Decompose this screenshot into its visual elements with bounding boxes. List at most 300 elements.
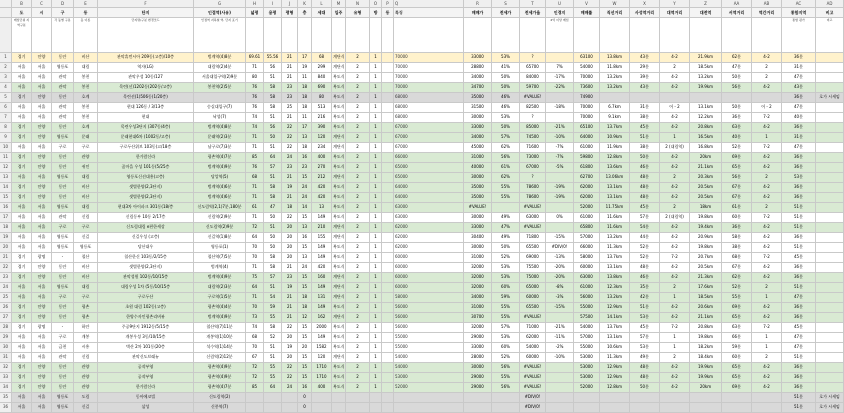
description-col-units[interactable] xyxy=(312,18,332,53)
row-3-col-time-b[interactable]: 2 xyxy=(752,73,782,83)
row-34-col-complex[interactable]: 한가람신라 xyxy=(98,383,194,393)
row-21-col-rooms[interactable]: 1 xyxy=(370,253,382,263)
row-34-col-baths[interactable] xyxy=(382,383,394,393)
row-10-col-complex[interactable]: 구로두산위브 103동(고/18층 xyxy=(98,143,194,153)
row-15-col-si[interactable]: 안양 xyxy=(32,193,52,203)
row-27-col-do[interactable]: 경기 xyxy=(12,313,32,323)
row-33-col-dong[interactable]: 관양 xyxy=(74,373,98,383)
row-29-col-area-supply[interactable]: 68 xyxy=(246,333,264,343)
row-36-col-area-supply[interactable] xyxy=(246,403,264,413)
row-11-col-units[interactable]: 400 xyxy=(312,153,332,163)
row-31-col-jeonse-price[interactable]: 52% xyxy=(492,353,520,363)
row-7-col-pyeong[interactable]: 21 xyxy=(282,113,298,123)
row-34-col-distance[interactable]: 12.8km xyxy=(600,383,630,393)
row-16-col-jeonse-price[interactable] xyxy=(492,203,520,213)
row-3-col-dist-a[interactable]: 39분 xyxy=(630,73,660,83)
row-17-col-station[interactable]: 신림역(2)9분 xyxy=(194,213,246,223)
row-8-col-note[interactable] xyxy=(816,123,844,133)
row-18-col-jeonse-price[interactable]: 47% xyxy=(492,223,520,233)
row-26-col-features[interactable]: 56000 xyxy=(394,303,464,313)
row-5-col-pyeong[interactable]: 23 xyxy=(282,93,298,103)
row-27-col-year[interactable]: 계단식 xyxy=(332,313,346,323)
row-36-col-line-a[interactable] xyxy=(690,403,722,413)
row-36-col-change[interactable] xyxy=(574,403,600,413)
description-col-gu[interactable]: 각 동별 구분 xyxy=(52,18,74,53)
row-32-col-sale-price[interactable]: 30000 xyxy=(464,363,492,373)
row-19-col-total[interactable]: 36분 xyxy=(782,233,816,243)
row-29-col-gu[interactable]: 구로 xyxy=(52,333,74,343)
row-17-col-floor[interactable]: 15 xyxy=(298,213,312,223)
row-8-col-area-supply[interactable]: 74 xyxy=(246,123,264,133)
description-row-number[interactable] xyxy=(0,18,12,53)
row-21-col-pyeong[interactable]: 20 xyxy=(282,253,298,263)
row-5-col-units[interactable]: 80 xyxy=(312,93,332,103)
row-17-col-dist-b[interactable]: 60분 xyxy=(722,213,752,223)
row-6-col-line-a[interactable]: 13.1km xyxy=(690,103,722,113)
row-13-col-rooms[interactable]: 1 xyxy=(370,173,382,183)
row-26-col-time-a[interactable]: 4-2 xyxy=(660,303,690,313)
header-row-number[interactable] xyxy=(0,8,12,18)
row-18-col-change[interactable]: 65800 xyxy=(574,223,600,233)
row-35-col-area-exclusive[interactable] xyxy=(264,393,282,403)
row-29-col-change[interactable]: 57000 xyxy=(574,333,600,343)
description-col-sale-price[interactable] xyxy=(464,18,492,53)
row-23-col-year[interactable]: 계단식 xyxy=(332,273,346,283)
row-22-col-type[interactable]: 2 xyxy=(346,263,370,273)
row-35-col-year[interactable] xyxy=(332,393,346,403)
row-28-col-baths[interactable] xyxy=(382,323,394,333)
row-33-col-sale-price[interactable]: 29000 xyxy=(464,373,492,383)
header-col-area-exclusive[interactable]: 용평 xyxy=(264,8,282,18)
row-33-col-time-b[interactable]: 4-2 xyxy=(752,373,782,383)
row-6-col-units[interactable]: 513 xyxy=(312,103,332,113)
row-1-col-distance[interactable]: 13.8km xyxy=(600,53,630,63)
description-col-rooms[interactable] xyxy=(370,18,382,53)
row-3-col-total[interactable]: 47분 xyxy=(782,73,816,83)
row-24-col-time-a[interactable]: 2 xyxy=(660,283,690,293)
row-7-col-reference[interactable] xyxy=(546,113,574,123)
row-10-col-dist-a[interactable]: 38분 xyxy=(630,143,660,153)
row-22-col-gu[interactable]: 동안 xyxy=(52,263,74,273)
row-26-col-time-b[interactable]: 4-2 xyxy=(752,303,782,313)
row-13-col-features[interactable]: 65000 xyxy=(394,173,464,183)
row-28-col-do[interactable]: 경기 xyxy=(12,323,32,333)
row-36-col-distance[interactable] xyxy=(600,403,630,413)
row-10-col-jeonse-price[interactable]: 62% xyxy=(492,143,520,153)
row-20-col-baths[interactable] xyxy=(382,243,394,253)
row-28-col-dist-a[interactable]: 45분 xyxy=(630,323,660,333)
row-21-col-line-a[interactable]: 20.7km xyxy=(690,253,722,263)
row-4-col-dist-b[interactable]: 56분 xyxy=(722,83,752,93)
description-col-baths[interactable] xyxy=(382,18,394,53)
row-20-col-pyeong[interactable]: 20 xyxy=(282,243,298,253)
row-30-col-note[interactable] xyxy=(816,343,844,353)
row-10-col-reference[interactable]: -7% xyxy=(546,143,574,153)
header-col-year[interactable]: 입주 xyxy=(332,8,346,18)
row-30-col-type[interactable]: 2 xyxy=(346,343,370,353)
row-26-col-station[interactable]: 평촌역(4)4분 xyxy=(194,303,246,313)
row-21-col-dong[interactable]: 철산 xyxy=(74,253,98,263)
row-28-col-dong[interactable]: 하안 xyxy=(74,323,98,333)
row-4-col-year[interactable]: 복도식 xyxy=(332,83,346,93)
row-7-col-note[interactable] xyxy=(816,113,844,123)
row-15-col-features[interactable]: 64000 xyxy=(394,193,464,203)
header-col-reference[interactable]: 인경지 xyxy=(546,8,574,18)
row-17-col-year[interactable]: 복도식 xyxy=(332,213,346,223)
row-34-col-reference[interactable] xyxy=(546,383,574,393)
row-21-col-change[interactable]: 58000 xyxy=(574,253,600,263)
row-26-col-do[interactable]: 경기 xyxy=(12,303,32,313)
row-36-col-dong[interactable]: 신길 xyxy=(74,403,98,413)
row-7-col-dong[interactable]: 봉천 xyxy=(74,113,98,123)
row-1-col-reference[interactable] xyxy=(546,53,574,63)
row-24-col-dong[interactable]: 대림 xyxy=(74,283,98,293)
row-15-col-do[interactable]: 경기 xyxy=(12,193,32,203)
row-26-col-type[interactable]: 2 xyxy=(346,303,370,313)
row-29-col-sale-price[interactable]: 29000 xyxy=(464,333,492,343)
column-letter-col-floor[interactable]: K xyxy=(298,0,312,8)
row-1-col-total[interactable]: 36분 xyxy=(782,53,816,63)
row-21-col-time-a[interactable]: 7-2 xyxy=(660,253,690,263)
row-34-col-si[interactable]: 안양 xyxy=(32,383,52,393)
row-9-col-pyeong[interactable]: 22 xyxy=(282,133,298,143)
row-32-col-features[interactable]: 54000 xyxy=(394,363,464,373)
row-27-col-type[interactable]: 2 xyxy=(346,313,370,323)
row-28-col-distance[interactable]: 13.7km xyxy=(600,323,630,333)
row-19-col-type[interactable]: 2 xyxy=(346,233,370,243)
row-9-col-rooms[interactable]: 1 xyxy=(370,133,382,143)
row-12-col-time-a[interactable]: 4-2 xyxy=(660,163,690,173)
row-11-col-time-a[interactable]: 4-2 xyxy=(660,153,690,163)
row-6-col-year[interactable]: 복도식 xyxy=(332,103,346,113)
row-7-row-number[interactable]: 7 xyxy=(0,113,12,123)
row-29-col-baths[interactable] xyxy=(382,333,394,343)
row-22-col-baths[interactable] xyxy=(382,263,394,273)
row-4-col-area-supply[interactable]: 76 xyxy=(246,83,264,93)
row-17-col-dong[interactable]: 신림 xyxy=(74,213,98,223)
row-18-col-gu[interactable]: 구로 xyxy=(52,223,74,233)
row-8-col-units[interactable]: 390 xyxy=(312,123,332,133)
row-8-col-complex[interactable]: 목련우성3단지 (307동/4층) xyxy=(98,123,194,133)
row-6-col-change[interactable]: 70000 xyxy=(574,103,600,113)
row-21-col-reference[interactable]: -13% xyxy=(546,253,574,263)
row-14-col-floor[interactable]: 24 xyxy=(298,183,312,193)
row-2-col-time-a[interactable]: 2 xyxy=(660,63,690,73)
header-col-dist-a[interactable]: 사성역거리 xyxy=(630,8,660,18)
row-7-col-sale-price[interactable]: 30000 xyxy=(464,113,492,123)
row-11-col-dist-b[interactable]: 69분 xyxy=(722,153,752,163)
row-24-col-features[interactable]: 60000 xyxy=(394,283,464,293)
row-27-col-baths[interactable] xyxy=(382,313,394,323)
row-28-col-units[interactable]: 2000 xyxy=(312,323,332,333)
row-36-col-features[interactable] xyxy=(394,403,464,413)
row-10-row-number[interactable]: 10 xyxy=(0,143,12,153)
row-17-col-line-a[interactable]: 19.8km xyxy=(690,213,722,223)
row-9-col-note[interactable] xyxy=(816,133,844,143)
header-col-dist-b[interactable]: 서역거리 xyxy=(722,8,752,18)
row-29-col-distance[interactable]: 13.1km xyxy=(600,333,630,343)
row-30-col-jeonse-price[interactable]: 60% xyxy=(492,343,520,353)
row-31-col-complex[interactable]: 관악신도브래뉴 xyxy=(98,353,194,363)
description-col-type[interactable] xyxy=(346,18,370,53)
row-18-col-area-exclusive[interactable]: 51 xyxy=(264,223,282,233)
row-10-col-rooms[interactable]: 1 xyxy=(370,143,382,153)
row-10-col-station[interactable]: 남구로(7)3분 xyxy=(194,143,246,153)
row-29-col-complex[interactable]: 개봉우성 3동/10/15층 xyxy=(98,333,194,343)
row-26-col-sale-price[interactable]: 31000 xyxy=(464,303,492,313)
row-26-col-dist-b[interactable]: 69분 xyxy=(722,303,752,313)
row-13-col-area-exclusive[interactable]: 51 xyxy=(264,173,282,183)
row-2-col-total[interactable]: 31분 xyxy=(782,63,816,73)
row-15-col-station[interactable]: 범계역(4)6분 xyxy=(194,193,246,203)
row-3-col-dong[interactable]: 봉천 xyxy=(74,73,98,83)
row-29-col-floor[interactable]: 15 xyxy=(298,333,312,343)
row-25-col-change[interactable]: 56000 xyxy=(574,293,600,303)
description-col-dong[interactable]: 동 이름 xyxy=(74,18,98,53)
row-5-col-do[interactable]: 경기 xyxy=(12,93,32,103)
row-14-col-line-a[interactable]: 20.5km xyxy=(690,183,722,193)
row-32-col-pyeong[interactable]: 22 xyxy=(282,363,298,373)
row-34-col-time-b[interactable]: 4-2 xyxy=(752,383,782,393)
row-17-col-do[interactable]: 서울 xyxy=(12,213,32,223)
row-29-col-line-a[interactable]: 19.8km xyxy=(690,333,722,343)
row-26-col-dong[interactable]: 평촌 xyxy=(74,303,98,313)
row-21-col-jeonse-ratio[interactable]: 69000 xyxy=(520,253,546,263)
row-28-col-time-b[interactable]: 7-2 xyxy=(752,323,782,333)
row-27-col-features[interactable]: 56000 xyxy=(394,313,464,323)
header-col-area-supply[interactable]: 넓평 xyxy=(246,8,264,18)
row-29-col-units[interactable]: 149 xyxy=(312,333,332,343)
row-22-col-dist-a[interactable]: 48분 xyxy=(630,263,660,273)
row-7-col-gu[interactable]: 관악 xyxy=(52,113,74,123)
row-2-col-units[interactable]: 299 xyxy=(312,63,332,73)
row-3-col-do[interactable]: 서울 xyxy=(12,73,32,83)
row-16-col-reference[interactable] xyxy=(546,203,574,213)
row-16-col-dong[interactable]: 대림 xyxy=(74,203,98,213)
row-1-col-dist-b[interactable]: 62분 xyxy=(722,53,752,63)
row-32-col-jeonse-price[interactable]: 56% xyxy=(492,363,520,373)
row-31-col-dist-a[interactable]: 49분 xyxy=(630,353,660,363)
row-15-col-year[interactable]: 복도식 xyxy=(332,193,346,203)
row-10-col-features[interactable]: 67000 xyxy=(394,143,464,153)
row-12-col-dong[interactable]: 귀인 xyxy=(74,163,98,173)
row-17-col-jeonse-price[interactable]: 49% xyxy=(492,213,520,223)
row-19-col-units[interactable]: 155 xyxy=(312,233,332,243)
row-12-col-year[interactable]: 복도식 xyxy=(332,163,346,173)
row-2-col-si[interactable]: 서울 xyxy=(32,63,52,73)
row-30-col-area-exclusive[interactable]: 51 xyxy=(264,343,282,353)
row-17-col-jeonse-ratio[interactable]: 63000 xyxy=(520,213,546,223)
row-5-col-change[interactable]: 74900 xyxy=(574,93,600,103)
row-22-col-sale-price[interactable]: 32000 xyxy=(464,263,492,273)
row-2-col-reference[interactable]: 7% xyxy=(546,63,574,73)
row-20-col-features[interactable]: 62000 xyxy=(394,243,464,253)
row-14-col-rooms[interactable]: 1 xyxy=(370,183,382,193)
row-6-col-features[interactable]: 68000 xyxy=(394,103,464,113)
row-2-col-rooms[interactable]: 1 xyxy=(370,63,382,73)
row-33-col-reference[interactable] xyxy=(546,373,574,383)
row-4-col-dong[interactable]: 봉천 xyxy=(74,83,98,93)
row-14-col-complex[interactable]: 샛별한양(2,3단지) xyxy=(98,183,194,193)
row-26-col-change[interactable]: 55000 xyxy=(574,303,600,313)
row-3-col-features[interactable]: 70000 xyxy=(394,73,464,83)
row-21-col-area-exclusive[interactable]: 58 xyxy=(264,253,282,263)
row-7-col-jeonse-ratio[interactable]: ? xyxy=(520,113,546,123)
row-28-col-total[interactable]: 45분 xyxy=(782,323,816,333)
row-33-col-total[interactable]: 36분 xyxy=(782,373,816,383)
row-9-col-jeonse-price[interactable]: 57% xyxy=(492,133,520,143)
row-29-col-features[interactable]: 55000 xyxy=(394,333,464,343)
row-1-col-gu[interactable]: 동안 xyxy=(52,53,74,63)
row-19-col-gu[interactable]: 영등포 xyxy=(52,233,74,243)
row-7-col-rooms[interactable]: 1 xyxy=(370,113,382,123)
row-4-col-total[interactable]: 43분 xyxy=(782,83,816,93)
row-16-col-change[interactable]: 52000 xyxy=(574,203,600,213)
row-36-col-baths[interactable] xyxy=(382,403,394,413)
row-20-col-jeonse-price[interactable]: 50% xyxy=(492,243,520,253)
row-23-col-dist-a[interactable]: 46분 xyxy=(630,273,660,283)
row-19-col-line-a[interactable]: 20.9km xyxy=(690,233,722,243)
row-36-col-jeonse-ratio[interactable]: #DIV/0! xyxy=(520,403,546,413)
row-33-col-rooms[interactable]: 1 xyxy=(370,373,382,383)
row-25-col-dist-a[interactable]: 42분 xyxy=(630,293,660,303)
row-33-col-jeonse-price[interactable]: 55% xyxy=(492,373,520,383)
row-11-col-jeonse-price[interactable]: 56% xyxy=(492,153,520,163)
header-col-distance[interactable]: 직선거리 xyxy=(600,8,630,18)
row-28-col-year[interactable]: 복도식 xyxy=(332,323,346,333)
row-31-col-gu[interactable]: 관악 xyxy=(52,353,74,363)
row-24-col-baths[interactable] xyxy=(382,283,394,293)
row-14-col-distance[interactable]: 13.1km xyxy=(600,183,630,193)
row-7-col-dist-a[interactable]: 38분 xyxy=(630,113,660,123)
row-29-col-note[interactable] xyxy=(816,333,844,343)
row-16-col-rooms[interactable]: 1 xyxy=(370,203,382,213)
row-18-col-reference[interactable] xyxy=(546,223,574,233)
description-col-line-a[interactable] xyxy=(690,18,722,53)
row-20-col-area-supply[interactable]: 70 xyxy=(246,243,264,253)
row-15-col-time-a[interactable]: 4-2 xyxy=(660,193,690,203)
header-col-type[interactable]: 유형 xyxy=(346,8,370,18)
row-31-col-year[interactable]: 계단식 xyxy=(332,353,346,363)
row-34-col-dist-b[interactable]: 69분 xyxy=(722,383,752,393)
row-36-col-dist-a[interactable] xyxy=(630,403,660,413)
description-col-dist-a[interactable] xyxy=(630,18,660,53)
row-23-col-pyeong[interactable]: 23 xyxy=(282,273,298,283)
row-10-col-dong[interactable]: 구로 xyxy=(74,143,98,153)
row-3-col-note[interactable] xyxy=(816,73,844,83)
row-8-col-year[interactable]: 복도식 xyxy=(332,123,346,133)
row-33-col-area-exclusive[interactable]: 55 xyxy=(264,373,282,383)
row-5-col-line-a[interactable] xyxy=(690,93,722,103)
column-letter-col-reference[interactable]: U xyxy=(546,0,574,8)
row-26-col-dist-a[interactable]: 51분 xyxy=(630,303,660,313)
row-5-col-jeonse-price[interactable]: 46% xyxy=(492,93,520,103)
row-13-col-note[interactable] xyxy=(816,173,844,183)
row-11-col-features[interactable]: 66000 xyxy=(394,153,464,163)
header-col-pyeong[interactable]: 평형 xyxy=(282,8,298,18)
row-22-col-reference[interactable]: -20% xyxy=(546,263,574,273)
row-35-col-total[interactable]: 51분 xyxy=(782,393,816,403)
row-1-col-do[interactable]: 경기 xyxy=(12,53,32,63)
row-18-col-pyeong[interactable]: 20 xyxy=(282,223,298,233)
row-35-col-time-a[interactable] xyxy=(660,393,690,403)
row-20-col-gu[interactable]: 영등포 xyxy=(52,243,74,253)
row-15-col-reference[interactable]: -19% xyxy=(546,193,574,203)
row-14-col-dong[interactable]: 비산 xyxy=(74,183,98,193)
row-7-col-jeonse-price[interactable]: 53% xyxy=(492,113,520,123)
row-20-col-distance[interactable]: 11.3km xyxy=(600,243,630,253)
row-30-col-line-a[interactable]: 18.2km xyxy=(690,343,722,353)
row-17-col-sale-price[interactable]: 30000 xyxy=(464,213,492,223)
row-9-col-gu[interactable]: 영등포 xyxy=(52,133,74,143)
row-3-col-gu[interactable]: 관악 xyxy=(52,73,74,83)
row-13-col-area-supply[interactable]: 68 xyxy=(246,173,264,183)
row-11-col-dist-a[interactable]: 50분 xyxy=(630,153,660,163)
row-17-col-dist-a[interactable]: 57분 xyxy=(630,213,660,223)
row-28-col-pyeong[interactable]: 22 xyxy=(282,323,298,333)
row-33-col-baths[interactable] xyxy=(382,373,394,383)
row-4-col-type[interactable]: 2 xyxy=(346,83,370,93)
row-3-col-type[interactable]: 2 xyxy=(346,73,370,83)
row-11-col-station[interactable]: 평촌역(4)7분 xyxy=(194,153,246,163)
row-3-col-reference[interactable]: -17% xyxy=(546,73,574,83)
row-11-col-do[interactable]: 경기 xyxy=(12,153,32,163)
row-29-col-si[interactable]: 서울 xyxy=(32,333,52,343)
row-2-col-area-supply[interactable]: 71 xyxy=(246,63,264,73)
row-28-col-area-supply[interactable]: 74 xyxy=(246,323,264,333)
row-32-col-area-exclusive[interactable]: 55 xyxy=(264,363,282,373)
row-23-col-area-supply[interactable]: 75 xyxy=(246,273,264,283)
row-27-col-floor[interactable]: 12 xyxy=(298,313,312,323)
row-1-col-time-a[interactable]: 4-2 xyxy=(660,53,690,63)
row-16-col-area-supply[interactable]: 61 xyxy=(246,203,264,213)
row-18-col-year[interactable]: 계단식 xyxy=(332,223,346,233)
row-4-col-area-exclusive[interactable]: 58 xyxy=(264,83,282,93)
row-4-col-reference[interactable]: -22% xyxy=(546,83,574,93)
row-6-col-jeonse-price[interactable]: 46% xyxy=(492,103,520,113)
row-15-col-floor[interactable]: 24 xyxy=(298,193,312,203)
row-26-col-baths[interactable] xyxy=(382,303,394,313)
row-31-col-dist-b[interactable]: 60분 xyxy=(722,353,752,363)
row-2-col-change[interactable]: 54000 xyxy=(574,63,600,73)
row-16-col-time-a[interactable]: 2 xyxy=(660,203,690,213)
row-35-col-pyeong[interactable] xyxy=(282,393,298,403)
row-31-col-units[interactable]: 120 xyxy=(312,353,332,363)
row-34-col-features[interactable]: 52000 xyxy=(394,383,464,393)
row-18-col-si[interactable]: 서울 xyxy=(32,223,52,233)
row-30-col-dist-b[interactable]: 59분 xyxy=(722,343,752,353)
row-33-col-area-supply[interactable]: 72 xyxy=(246,373,264,383)
row-25-col-do[interactable]: 서울 xyxy=(12,293,32,303)
row-9-col-time-a[interactable]: 1 xyxy=(660,133,690,143)
row-23-col-line-a[interactable]: 21.3km xyxy=(690,273,722,283)
row-28-col-line-a[interactable]: 20.8km xyxy=(690,323,722,333)
row-21-col-floor[interactable]: 13 xyxy=(298,253,312,263)
row-32-col-units[interactable]: 1710 xyxy=(312,363,332,373)
row-28-col-dist-b[interactable]: 63분 xyxy=(722,323,752,333)
row-32-col-jeonse-ratio[interactable]: #VALUE! xyxy=(520,363,546,373)
row-25-row-number[interactable]: 25 xyxy=(0,293,12,303)
row-4-col-station[interactable]: 봉천역(2)5분 xyxy=(194,83,246,93)
row-22-col-features[interactable]: 60000 xyxy=(394,263,464,273)
row-10-col-jeonse-ratio[interactable]: 71600 xyxy=(520,143,546,153)
row-6-col-pyeong[interactable]: 25 xyxy=(282,103,298,113)
row-12-col-area-supply[interactable]: 76 xyxy=(246,163,264,173)
row-29-col-total[interactable]: 47분 xyxy=(782,333,816,343)
row-31-col-reference[interactable]: -10% xyxy=(546,353,574,363)
row-27-col-units[interactable]: 162 xyxy=(312,313,332,323)
row-15-col-baths[interactable] xyxy=(382,193,394,203)
